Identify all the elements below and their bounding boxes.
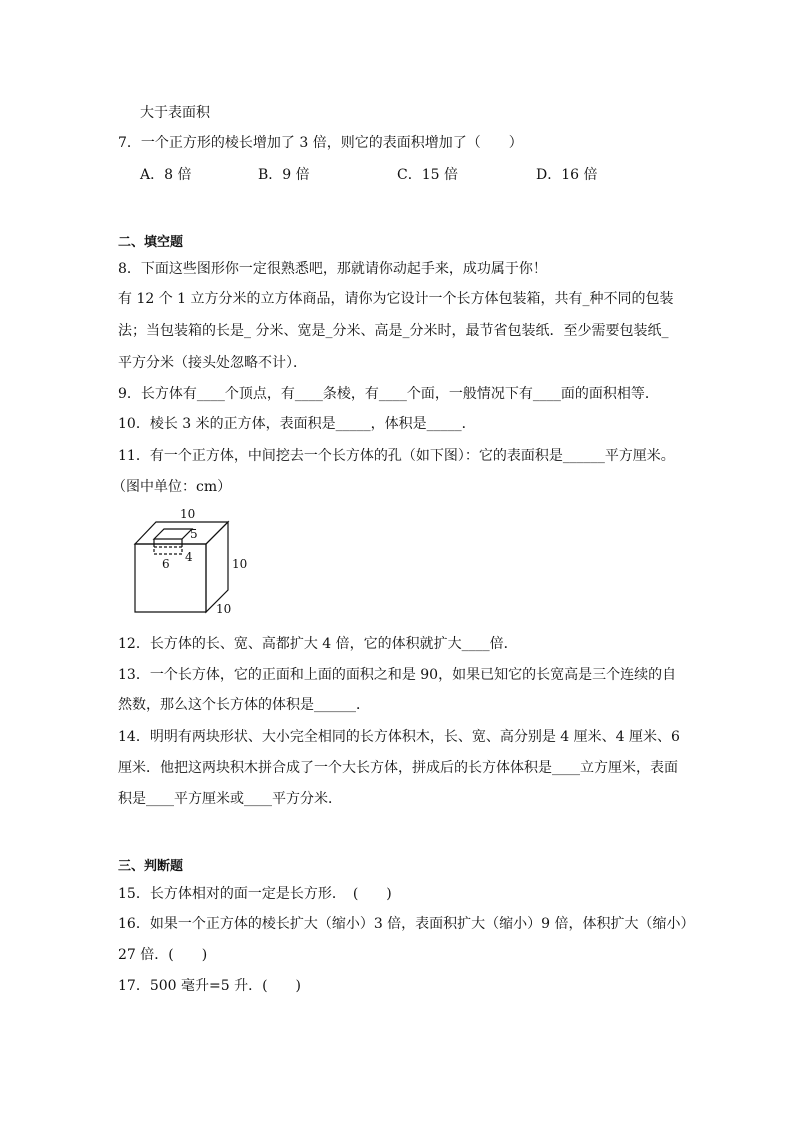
question-7: 7．一个正方形的棱长增加了 3 倍，则它的表面积增加了（ ）: [118, 135, 523, 151]
question-17: 17．500 毫升=5 升．( ): [118, 978, 301, 994]
q7-option-c: C．15 倍: [397, 167, 458, 183]
q7-option-a: A．8 倍: [140, 167, 192, 183]
question-16-line-1: 16．如果一个正方体的棱长扩大（缩小）3 倍，表面积扩大（缩小）9 倍，体积扩大（缩小）: [118, 916, 695, 932]
question-14-line-1: 14．明明有两块形状、大小完全相同的长方体积木，长、宽、高分别是 4 厘米、4 厘米、6: [118, 729, 680, 745]
label-right-10: 10: [232, 557, 248, 571]
question-16-line-2: 27 倍．( ): [118, 947, 208, 963]
section-title-fill-blank: 二、填空题: [118, 235, 184, 250]
question-14-line-2: 厘米．他把这两块积木拼合成了一个大长方体，拼成后的长方体体积是____立方厘米，表面: [118, 760, 678, 776]
question-14-line-3: 积是____平方厘米或____平方分米．: [118, 791, 342, 807]
question-9: 9．长方体有____个顶点，有____条棱，有____个面，一般情况下有____面的面积相等．: [118, 386, 659, 402]
question-10: 10．棱长 3 米的正方体，表面积是_____，体积是_____．: [118, 416, 476, 432]
cube-right-face: [206, 522, 228, 612]
question-11: 11．有一个正方体，中间挖去一个长方体的孔（如下图）：它的表面积是______平方厘米。: [118, 448, 675, 464]
label-hole-5: 5: [190, 527, 198, 541]
label-hole-4: 4: [185, 550, 193, 564]
question-12: 12．长方体的长、宽、高都扩大 4 倍，它的体积就扩大____倍．: [118, 636, 518, 652]
section-title-true-false: 三、判断题: [118, 859, 184, 874]
question-8-line-2: 法；当包装箱的长是_ 分米、宽是_分米、高是_分米时，最节省包装纸．至少需要包装纸_: [118, 323, 669, 339]
question-11-unit-note: （图中单位：cm）: [112, 479, 232, 495]
q7-option-d: D．16 倍: [536, 167, 598, 183]
question-13-line-1: 13．一个长方体，它的正面和上面的面积之和是 90，如果已知它的长宽高是三个连续的自: [118, 667, 677, 683]
hole-dashed-box: [154, 547, 182, 554]
hole-top-opening: [154, 529, 192, 539]
option-continuation: 大于表面积: [140, 105, 210, 121]
question-8-line-3: 平方分米（接头处忽略不计）．: [118, 355, 307, 371]
q7-option-b: B．9 倍: [258, 167, 310, 183]
label-bottom-10: 10: [216, 602, 232, 616]
cube-with-hole-figure: [128, 504, 258, 620]
label-hole-6: 6: [162, 557, 170, 571]
question-8-intro: 8．下面这些图形你一定很熟悉吧，那就请你动起手来，成功属于你！: [118, 261, 547, 277]
question-13-line-2: 然数，那么这个长方体的体积是______．: [118, 697, 370, 713]
question-15: 15．长方体相对的面一定是长方形． ( ): [118, 886, 392, 902]
question-8-line-1: 有 12 个 1 立方分米的立方体商品，请你为它设计一个长方体包装箱，共有_种不同的包装: [118, 291, 674, 307]
label-top-10: 10: [180, 507, 196, 521]
